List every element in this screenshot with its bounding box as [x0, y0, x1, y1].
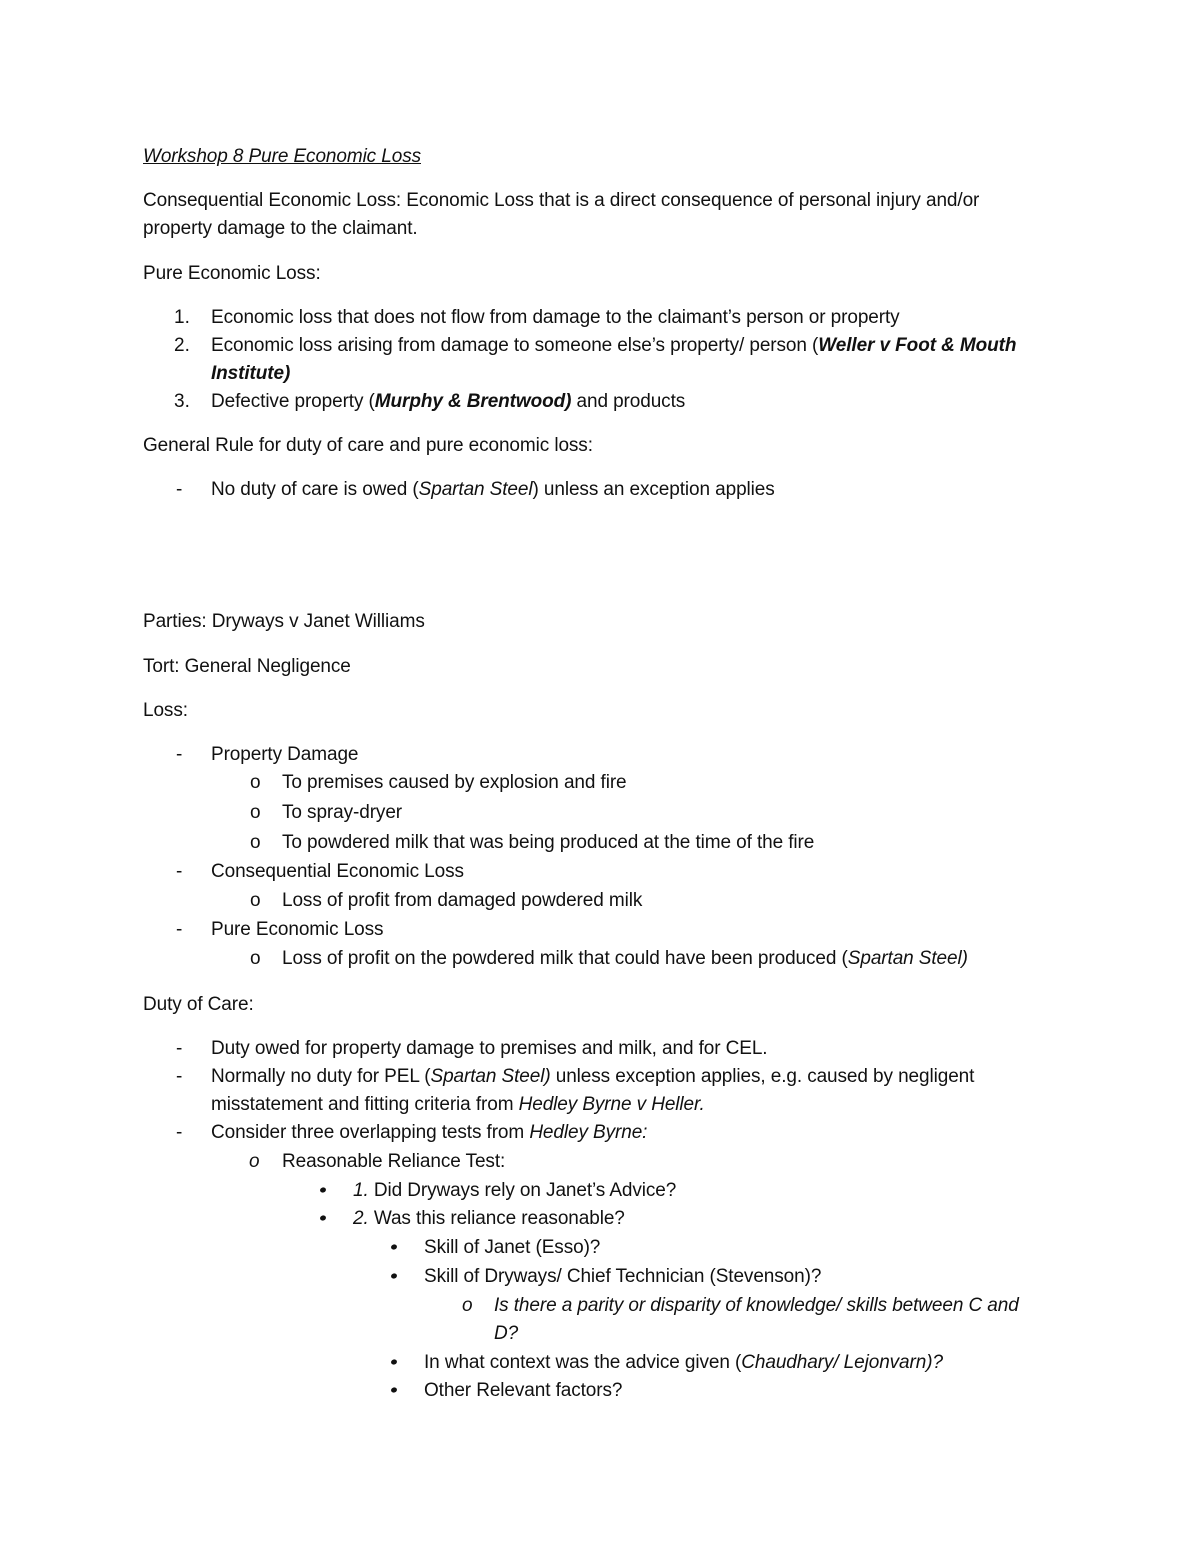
intro-line-1: Consequential Economic Loss: Economic Loss that is a direct consequence of personal injury and/or	[143, 190, 980, 211]
pel-item-2-case-cont: Institute)	[211, 363, 291, 384]
list-number: 1.	[174, 307, 190, 328]
duty-item-2-text-b: unless exception applies, e.g. caused by negligent	[550, 1066, 975, 1087]
dash-marker: -	[176, 861, 183, 882]
case-name: Hedley Byrne:	[529, 1122, 648, 1143]
pd-item-1: To premises caused by explosion and fire	[282, 772, 627, 793]
context-text: In what context was the advice given (	[424, 1352, 742, 1373]
pel-item-3	[211, 390, 685, 414]
pel-item-2-text: Economic loss arising from damage to someone else’s property/ person (	[211, 335, 819, 356]
case-name: Murphy & Brentwood)	[374, 391, 572, 412]
bullet-marker	[390, 1387, 397, 1394]
pd-item-3: To powdered milk that was being produced at the time of the fire	[282, 832, 815, 853]
list-number: 3.	[174, 391, 190, 412]
pel-item-1: Economic loss that does not flow from damage to the claimant’s person or property	[211, 307, 900, 328]
question-text: Did Dryways rely on Janet’s Advice?	[368, 1180, 677, 1201]
circle-marker: o	[250, 832, 261, 853]
pd-item-2: To spray-dryer	[282, 802, 403, 823]
bullet-marker	[390, 1359, 397, 1366]
loss-heading: Loss:	[143, 700, 188, 721]
bullet-marker	[319, 1187, 326, 1194]
parity-line-1: Is there a parity or disparity of knowledge/ skills between C and	[494, 1295, 1019, 1316]
tort: Tort: General Negligence	[143, 656, 351, 677]
circle-marker: o	[250, 772, 261, 793]
document-title: Workshop 8 Pure Economic Loss	[143, 146, 421, 167]
pel-loss-text: Loss of profit on the powdered milk that could have been produced (	[282, 948, 848, 969]
case-name: Spartan Steel)	[847, 948, 968, 969]
bullet-marker	[319, 1215, 326, 1222]
case-name: Chaudhary/ Lejonvarn)?	[741, 1352, 943, 1373]
dash-marker: -	[176, 1122, 183, 1143]
question-text: Was this reliance reasonable?	[368, 1208, 625, 1229]
duty-item-3	[211, 1121, 647, 1145]
duty-item-1: Duty owed for property damage to premises and milk, and for CEL.	[211, 1038, 768, 1059]
circle-marker: o	[249, 1151, 260, 1172]
duty-item-2	[211, 1065, 974, 1089]
parity-line-2: D?	[494, 1323, 519, 1344]
other-factors: Other Relevant factors?	[424, 1380, 623, 1401]
general-rule-text-b: ) unless an exception applies	[532, 479, 775, 500]
case-name: Spartan Steel)	[430, 1066, 551, 1087]
pel-loss-item	[282, 947, 968, 971]
circle-marker: o	[462, 1295, 473, 1316]
dash-marker: -	[176, 479, 183, 500]
pel-item-2	[211, 334, 1016, 358]
skill-dryways: Skill of Dryways/ Chief Technician (Stevenson)?	[424, 1266, 822, 1287]
cel-item: Loss of profit from damaged powdered milk	[282, 890, 643, 911]
case-name: Weller v Foot & Mouth	[818, 335, 1017, 356]
bullet-marker	[390, 1273, 397, 1280]
reliance-test: Reasonable Reliance Test:	[282, 1151, 506, 1172]
context-question	[424, 1351, 943, 1375]
loss-property-damage: Property Damage	[211, 744, 359, 765]
duty-item-2-cont	[211, 1093, 705, 1117]
list-number: 2.	[174, 335, 190, 356]
general-rule-heading: General Rule for duty of care and pure economic loss:	[143, 435, 593, 456]
circle-marker: o	[250, 948, 261, 969]
loss-pel: Pure Economic Loss	[211, 919, 384, 940]
circle-marker: o	[250, 802, 261, 823]
pel-item-3-text-b: and products	[571, 391, 686, 412]
question-number: 1.	[353, 1180, 369, 1201]
duty-item-2-text: Normally no duty for PEL (	[211, 1066, 431, 1087]
dash-marker: -	[176, 1038, 183, 1059]
dash-marker: -	[176, 744, 183, 765]
pel-heading: Pure Economic Loss:	[143, 263, 321, 284]
question-1	[353, 1179, 676, 1203]
duty-item-2-line2: misstatement and fitting criteria from	[211, 1094, 519, 1115]
duty-heading: Duty of Care:	[143, 994, 254, 1015]
circle-marker: o	[250, 890, 261, 911]
bullet-marker	[390, 1244, 397, 1251]
pel-item-3-text: Defective property (	[211, 391, 375, 412]
skill-janet: Skill of Janet (Esso)?	[424, 1237, 601, 1258]
case-name: Hedley Byrne v Heller.	[518, 1094, 705, 1115]
question-2	[353, 1207, 625, 1231]
intro-line-2: property damage to the claimant.	[143, 218, 418, 239]
dash-marker: -	[176, 919, 183, 940]
question-number: 2.	[353, 1208, 369, 1229]
parties: Parties: Dryways v Janet Williams	[143, 611, 425, 632]
general-rule-text: No duty of care is owed (	[211, 479, 419, 500]
dash-marker: -	[176, 1066, 183, 1087]
case-name: Spartan Steel	[418, 479, 533, 500]
duty-item-3-text: Consider three overlapping tests from	[211, 1122, 530, 1143]
loss-cel: Consequential Economic Loss	[211, 861, 464, 882]
general-rule-item	[211, 478, 775, 502]
